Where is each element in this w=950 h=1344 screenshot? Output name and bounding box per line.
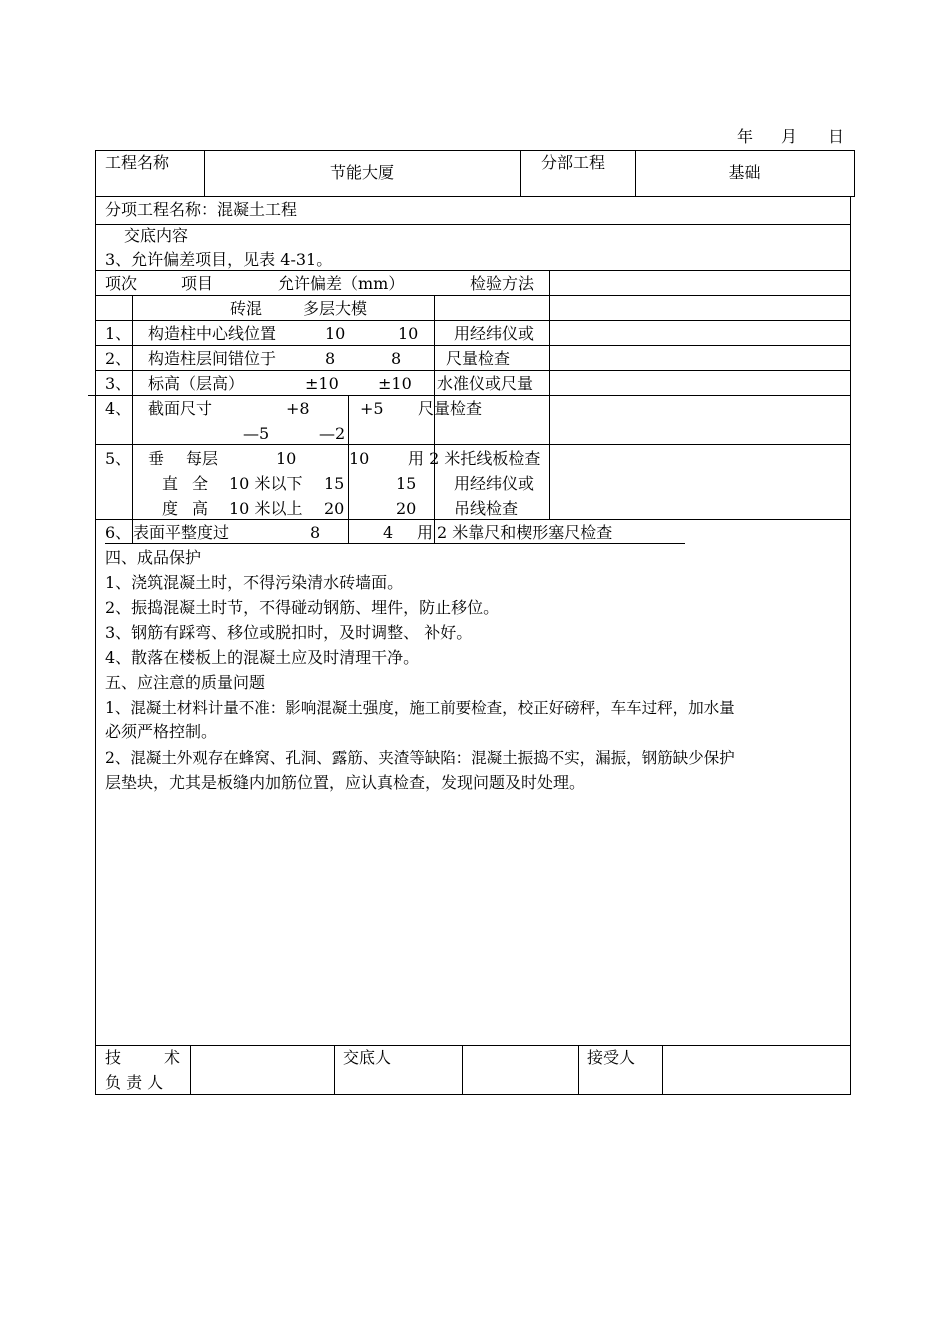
tol-row4-v1b: —5 (243, 424, 270, 443)
tol-row5-sub1-a: 直 (162, 474, 179, 493)
tol-row4-v1: +8 (286, 399, 310, 418)
tol-line-5 (95, 370, 850, 371)
tol-row5-sub2-a: 度 (162, 499, 179, 518)
content-label: 交底内容 (124, 226, 189, 245)
tol-row5-sub2-c: 10 米以上 (229, 499, 303, 518)
tol-row4-v2: +5 (360, 399, 384, 418)
tolerance-intro: 3、允许偏差项目，见表 4-31。 (105, 250, 333, 269)
tol-line-4 (95, 345, 850, 346)
tol-row4-item: 截面尺寸 (148, 399, 213, 418)
protection-item-2: 2、振捣混凝土时节，不得碰动钢筋、埋件，防止移位。 (105, 598, 500, 617)
division-label: 分部工程 (541, 153, 606, 172)
tol-row4-method: 尺量检查 (418, 399, 483, 418)
tol-col-no (132, 295, 133, 544)
quality-title: 五、应注意的质量问题 (105, 673, 266, 692)
tol-row6-item: 表面平整度过 (133, 523, 230, 542)
subitem-divider (95, 224, 850, 225)
header-top-border (95, 150, 855, 151)
footer-divider-1 (190, 1045, 191, 1094)
tol-col-method-header: 检验方法 (470, 274, 535, 293)
protection-item-3: 3、钢筋有踩弯、移位或脱扣时，及时调整、 补好。 (105, 623, 473, 642)
tol-row5-sub1-b: 全 (192, 474, 209, 493)
division-value: 基础 (728, 163, 761, 182)
tol-col-no-header: 项次 (105, 274, 138, 293)
project-name-label: 工程名称 (105, 153, 170, 172)
tol-row5-item-b: 每层 (186, 449, 219, 468)
tol-row3-v1: ±10 (305, 374, 339, 393)
tol-line-6 (88, 395, 850, 396)
tol-row6-v1: 8 (310, 523, 321, 542)
tol-line-7 (95, 444, 850, 445)
tol-row1-item: 构造柱中心线位置 (148, 324, 277, 343)
tol-row5-v1: 10 (276, 449, 297, 468)
subitem-title: 分项工程名称：混凝土工程 (105, 200, 298, 219)
protection-item-4: 4、散落在楼板上的混凝土应及时清理干净。 (105, 648, 420, 667)
tol-row1-v2: 10 (398, 324, 419, 343)
tol-sub-brick: 砖混 (230, 299, 263, 318)
tol-row6-method: 2 米靠尺和楔形塞尺检查 (437, 523, 613, 542)
tech-label-a: 技 (105, 1048, 122, 1067)
tol-row4-no: 4、 (105, 399, 132, 418)
tol-line-1 (95, 270, 850, 271)
tol-row1-v1: 10 (325, 324, 346, 343)
tol-row5-sub1-method: 用经纬仪或 (454, 474, 535, 493)
tol-row5-no: 5、 (105, 449, 132, 468)
quality-p2-line1: 2、混凝土外观存在蜂窝、孔洞、露筋、夹渣等缺陷：混凝土振捣不实，漏振，钢筋缺少保护 (105, 749, 735, 767)
tol-line-9 (105, 543, 685, 544)
footer-divider-2 (334, 1045, 335, 1094)
tol-col-item-header: 项目 (181, 274, 214, 293)
tol-row3-v2: ±10 (378, 374, 412, 393)
header-bottom-border (95, 196, 855, 197)
quality-p2-line2: 层垫块，尤其是板缝内加筋位置，应认真检查，发现问题及时处理。 (105, 773, 586, 792)
footer-divider-4 (578, 1045, 579, 1094)
footer-divider-5 (662, 1045, 663, 1094)
footer-divider-3 (462, 1045, 463, 1094)
tol-row4-v2b: —2 (319, 424, 346, 443)
tol-row5-sub2-method: 吊线检查 (454, 499, 519, 518)
tol-row3-item: 标高（层高） (148, 374, 245, 393)
tol-row3-method: 水准仪或尺量 (437, 374, 534, 393)
tol-line-3 (95, 320, 850, 321)
date-month-label: 月 (781, 127, 798, 146)
header-left-border (95, 150, 96, 196)
tol-sub-multi: 多层大模 (303, 299, 368, 318)
protection-title: 四、成品保护 (105, 548, 202, 567)
tol-col-v2 (434, 295, 435, 544)
tol-line-8 (95, 519, 850, 520)
tol-row5-sub2-v2: 20 (396, 499, 417, 518)
tech-label-b: 术 (164, 1048, 181, 1067)
tol-row6-v2: 4 (383, 523, 394, 542)
quality-p1-line2: 必须严格控制。 (105, 722, 218, 741)
tech-label-line2: 负 责 人 (105, 1073, 164, 1092)
tol-row2-no: 2、 (105, 349, 132, 368)
date-day-label: 日 (828, 127, 845, 146)
tol-col-method (549, 270, 550, 520)
tol-row5-sub2-b: 高 (192, 499, 209, 518)
tol-row2-v2: 8 (391, 349, 402, 368)
tol-row3-no: 3、 (105, 374, 132, 393)
tol-col-allow-header: 允许偏差（mm） (278, 274, 405, 293)
tol-row5-sub1-v2: 15 (396, 474, 417, 493)
tol-row5-item-a: 垂 (148, 449, 165, 468)
header-right-border (854, 150, 855, 196)
body-right-border (850, 196, 851, 1095)
tol-row2-item: 构造柱层间错位于 (148, 349, 277, 368)
tol-row1-no: 1、 (105, 324, 132, 343)
handover-label: 交底人 (343, 1048, 392, 1067)
quality-p1-line1: 1、混凝土材料计量不准：影响混凝土强度，施工前要检查，校正好磅秤，车车过秤，加水量 (105, 699, 735, 717)
body-left-border (95, 196, 96, 1095)
tol-row5-sub1-c: 10 米以下 (229, 474, 303, 493)
footer-top-border (95, 1045, 850, 1046)
date-year-label: 年 (737, 127, 754, 146)
tol-row6-no: 6、 (105, 523, 132, 542)
tol-row5-sub2-v1: 20 (324, 499, 345, 518)
tol-row2-method: 尺量检查 (446, 349, 511, 368)
header-divider-2 (520, 150, 521, 196)
tol-row1-method: 用经纬仪或 (454, 324, 535, 343)
tol-row5-sub1-v1: 15 (324, 474, 345, 493)
tol-row2-v1: 8 (325, 349, 336, 368)
tol-col-v1 (348, 395, 349, 544)
tol-row5-v2: 10 (349, 449, 370, 468)
footer-bottom-border (95, 1094, 850, 1095)
receiver-label: 接受人 (587, 1048, 636, 1067)
protection-item-1: 1、浇筑混凝土时，不得污染清水砖墙面。 (105, 573, 404, 592)
project-name-value: 节能大厦 (329, 163, 394, 182)
tol-row5-method: 用 2 米托线板检查 (408, 449, 541, 468)
tol-line-2 (95, 295, 850, 296)
tol-row6-method-pre: 用 (417, 523, 434, 542)
